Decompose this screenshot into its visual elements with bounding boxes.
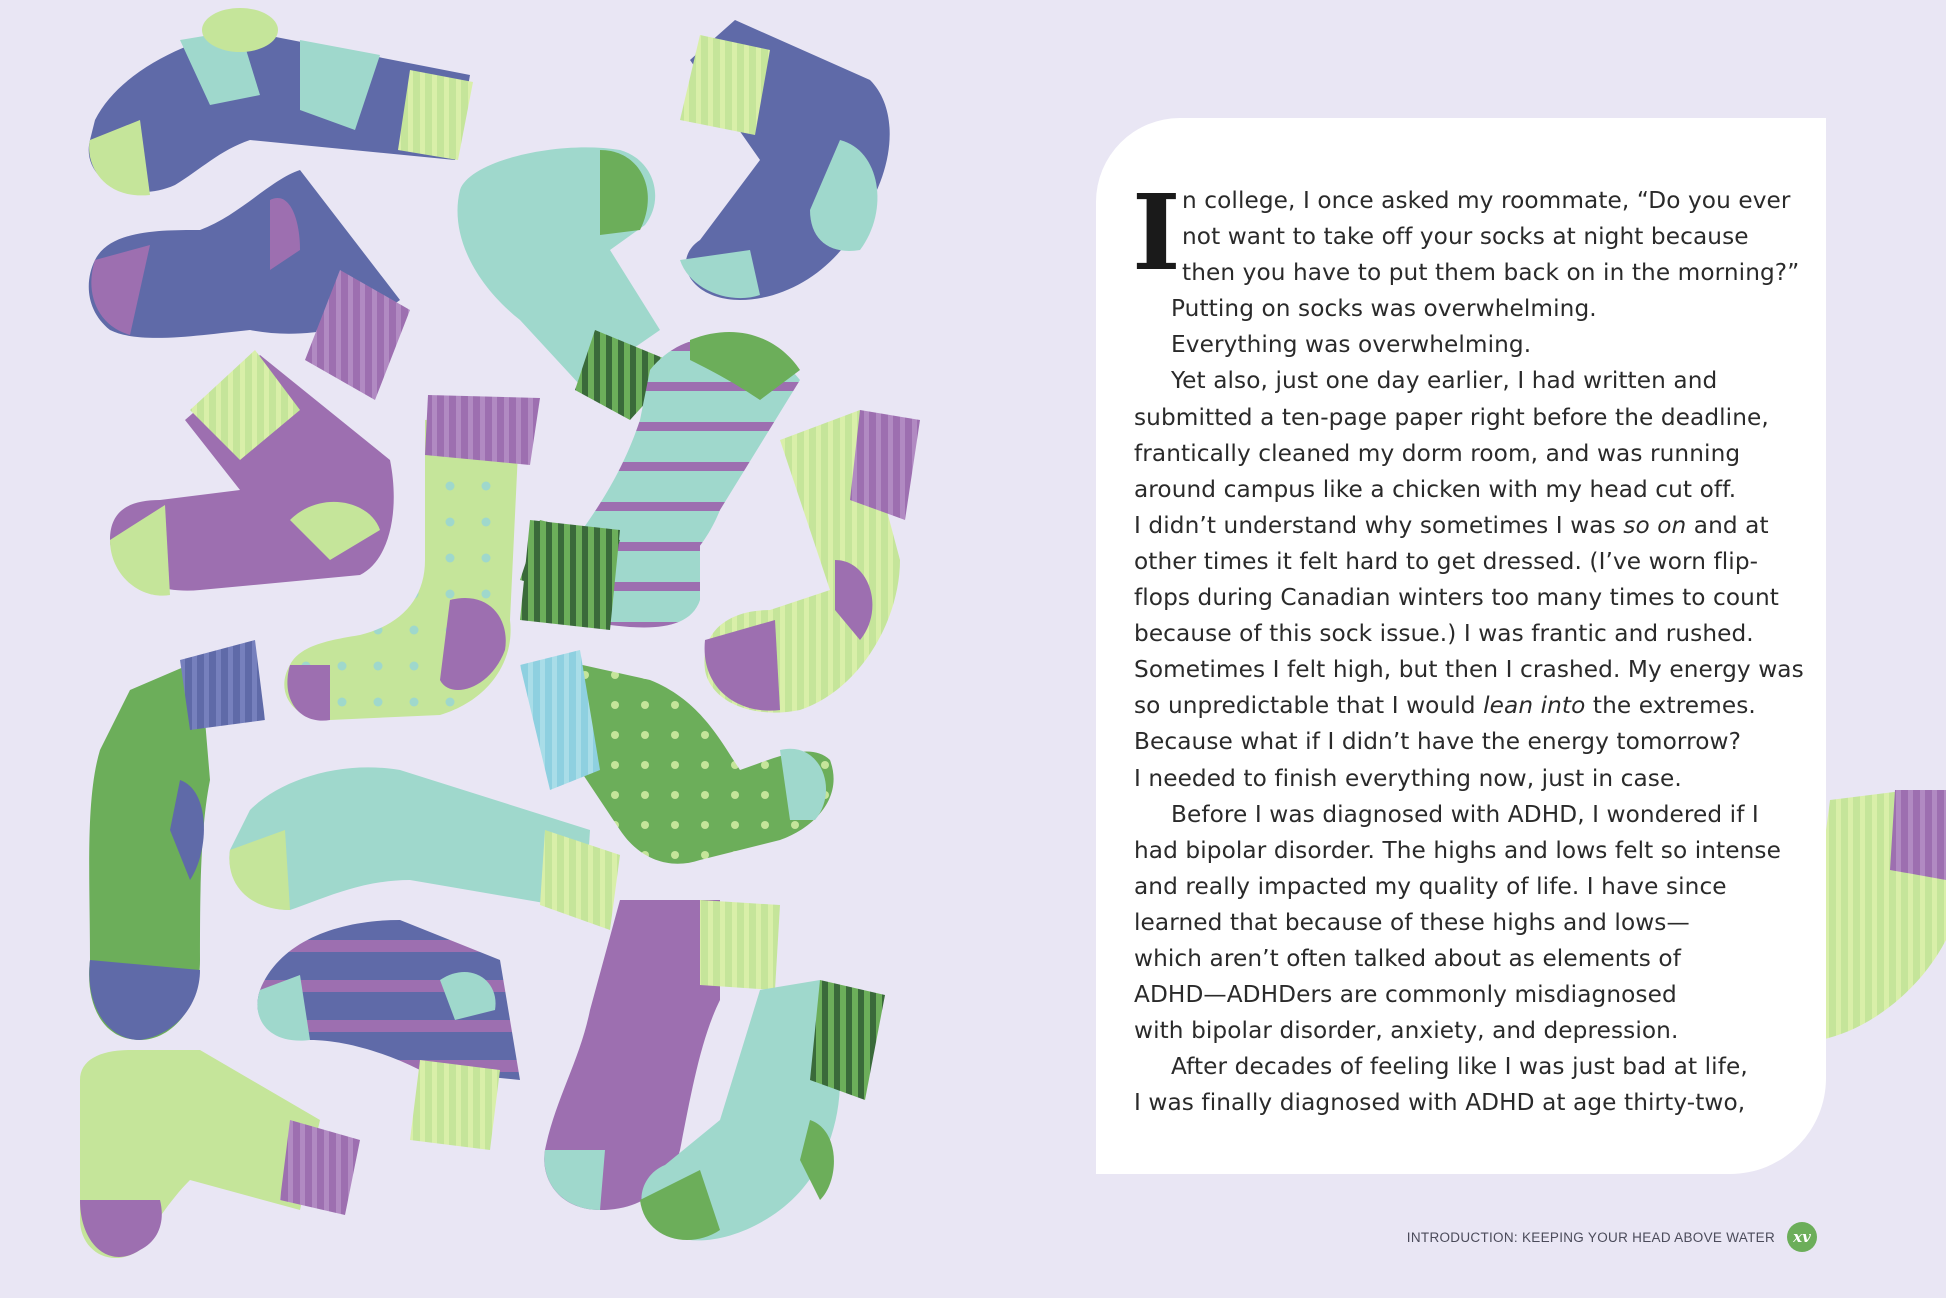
text-line: learned that because of these highs and lows— xyxy=(1134,908,1690,936)
text-line: Because what if I didn’t have the energy tomorrow? xyxy=(1134,728,1741,756)
text-line: flops during Canadian winters too many times to count xyxy=(1134,584,1779,612)
text-line: frantically cleaned my dorm room, and was running xyxy=(1134,439,1741,467)
sock-argyle xyxy=(89,8,473,195)
text-line: because of this sock issue.) I was frantic and rushed. xyxy=(1134,620,1754,648)
emphasis-text: lean into xyxy=(1483,692,1586,720)
text-line: I was finally diagnosed with ADHD at age thirty-two, xyxy=(1134,1089,1746,1117)
text-fragment: so unpredictable that I would xyxy=(1134,692,1476,720)
drop-cap: I xyxy=(1132,171,1181,294)
text-line: Sometimes I felt high, but then I crashed. My energy was xyxy=(1134,656,1804,684)
text-line: I needed to finish everything now, just in case. xyxy=(1134,764,1682,792)
text-line: Putting on socks was overwhelming. xyxy=(1171,295,1597,323)
emphasis-text: so on xyxy=(1623,511,1687,539)
text-line: other times it felt hard to get dressed. (I’ve worn flip- xyxy=(1134,547,1759,575)
text-fragment: I didn’t understand why sometimes I was xyxy=(1134,511,1616,539)
sock-navy-right xyxy=(680,20,890,300)
page-number-badge: xv xyxy=(1787,1222,1817,1252)
sock-mint xyxy=(458,147,681,420)
page-footer xyxy=(1407,1222,1817,1252)
sock-lime-bottom xyxy=(80,1050,360,1258)
text-line: around campus like a chicken with my head cut off. xyxy=(1134,475,1737,503)
text-line: with bipolar disorder, anxiety, and depression. xyxy=(1134,1017,1679,1045)
text-line: Before I was diagnosed with ADHD, I wondered if I xyxy=(1171,800,1759,828)
text-fragment: and at xyxy=(1686,511,1769,539)
text-line: n college, I once asked my roommate, “Do you ever xyxy=(1182,187,1791,214)
text-line: and really impacted my quality of life. I have since xyxy=(1134,872,1727,900)
text-line: then you have to put them back on in the morning?” xyxy=(1182,259,1800,287)
text-line: ADHD—ADHDers are commonly misdiagnosed xyxy=(1134,981,1677,1009)
sock-purple-left xyxy=(110,350,394,596)
text-fragment: the extremes. xyxy=(1585,692,1756,720)
text-line: submitted a ten-page paper right before the deadline, xyxy=(1134,403,1769,431)
text-line: Yet also, just one day earlier, I had written and xyxy=(1171,367,1718,395)
text-line xyxy=(1134,508,1806,544)
body-text xyxy=(1132,171,1806,1121)
text-line: Everything was overwhelming. xyxy=(1171,331,1532,359)
text-line: not want to take off your socks at night because xyxy=(1182,223,1749,251)
text-line: which aren’t often talked about as elements of xyxy=(1134,944,1681,972)
sock-mint-middle xyxy=(229,767,620,930)
text-line xyxy=(1134,688,1806,724)
running-head: INTRODUCTION: KEEPING YOUR HEAD ABOVE WATER xyxy=(1406,1229,1775,1245)
text-line: After decades of feeling like I was just bad at life, xyxy=(1171,1053,1748,1081)
text-line: had bipolar disorder. The highs and lows felt so intense xyxy=(1134,836,1781,864)
